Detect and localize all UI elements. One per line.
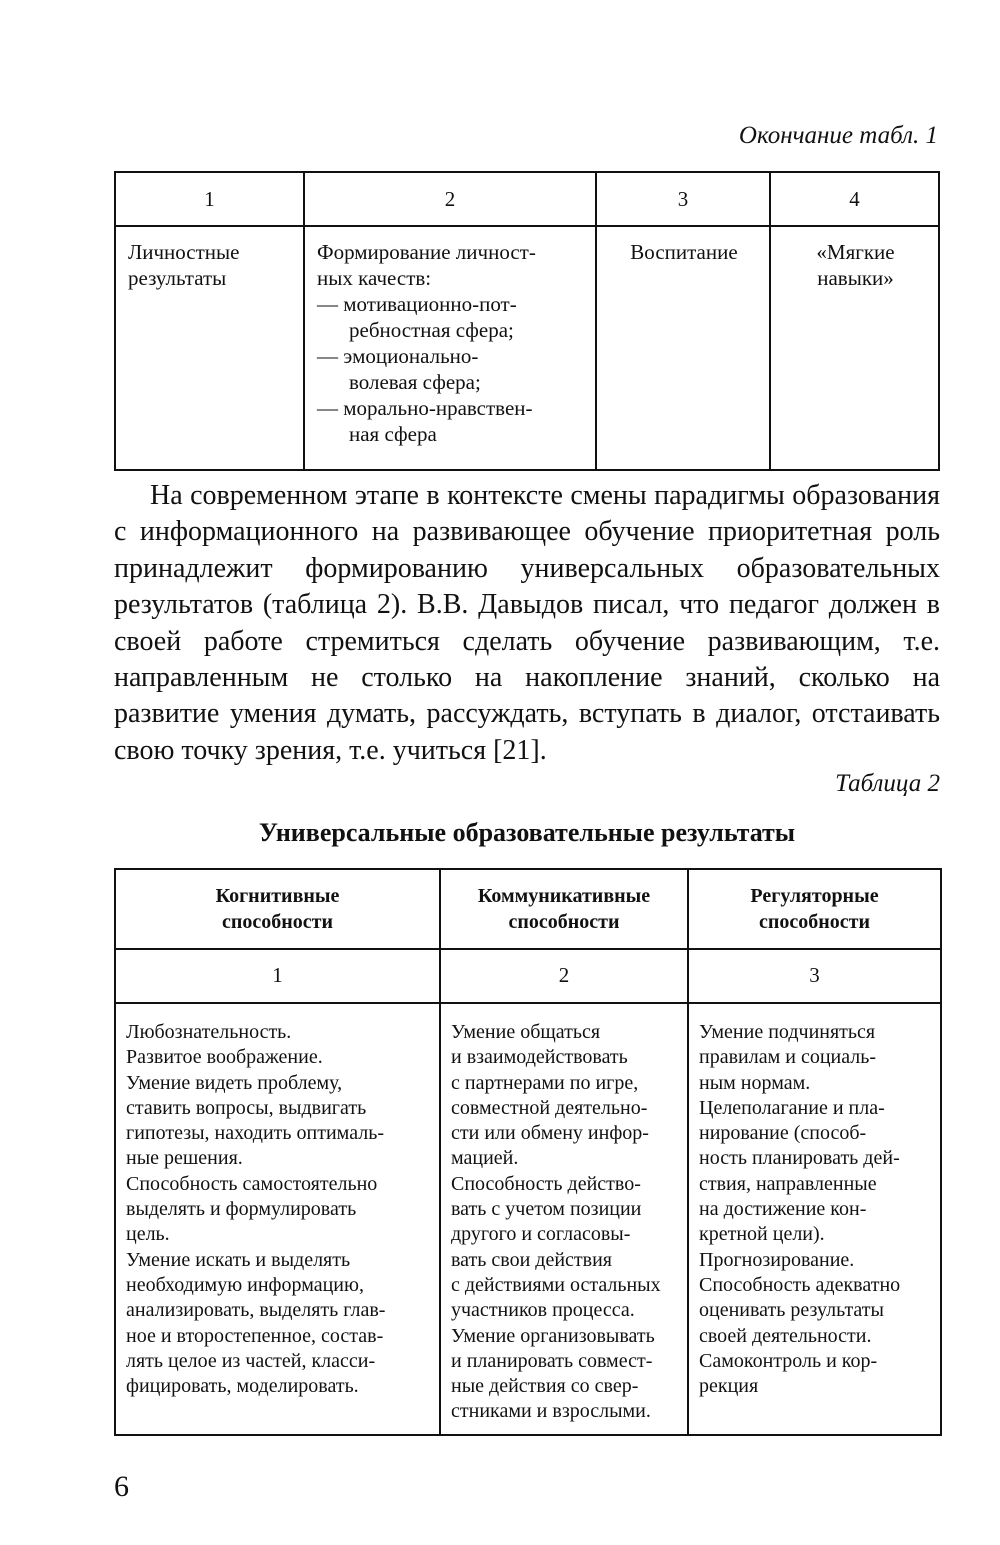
table-row: [115, 1003, 941, 1435]
table-1-col-number: 2: [304, 172, 596, 226]
table-2-title: Универсальные образовательные результаты: [258, 818, 796, 847]
cell-line: ное и второстепенное, состав-: [126, 1324, 384, 1347]
header-line: Коммуникативные: [477, 885, 651, 907]
cell-line: Развитое воображение.: [126, 1046, 323, 1069]
table-1-col-number: 3: [596, 172, 770, 226]
cell-line: рекция: [699, 1375, 759, 1398]
table-2-header-regulatory: [688, 869, 941, 949]
cell-line: анализировать, выделять глав-: [126, 1299, 386, 1322]
cell-line: своей деятельности.: [699, 1324, 872, 1347]
cell-line: мацией.: [451, 1147, 519, 1170]
cell-line: с действиями остальных: [451, 1273, 661, 1296]
header-line: способности: [758, 911, 871, 933]
cell-line: нирование (способ-: [699, 1122, 867, 1145]
cell-line: ствия, направленные: [699, 1172, 877, 1195]
cell-line: Формирование личност-: [317, 240, 536, 264]
cell-line: ребностная сфера;: [349, 318, 514, 342]
cell-line: ставить вопросы, выдвигать: [126, 1096, 367, 1119]
table-1-number-row: [115, 172, 939, 226]
cell-line: правилам и социаль-: [699, 1046, 877, 1069]
cell-line: Умение организовывать: [451, 1324, 655, 1347]
table-1-col-number: 1: [115, 172, 304, 226]
table-1-end: [114, 171, 940, 471]
cell-line: волевая сфера;: [349, 370, 481, 394]
cell-line: Способность действо-: [451, 1172, 641, 1195]
header-line: способности: [508, 911, 620, 933]
table-row: [115, 226, 939, 470]
cell-line: Личностные: [128, 240, 240, 264]
cell-line: вать с учетом позиции: [451, 1198, 642, 1221]
cell-line: Умение общаться: [451, 1021, 601, 1043]
cell-line: другого и согласовы-: [451, 1223, 631, 1246]
cell-line: на достижение кон-: [699, 1198, 867, 1221]
cell-line: Прогнозирование.: [699, 1248, 855, 1271]
table-continuation-caption: Окончание табл. 1: [738, 122, 938, 149]
cell-line: оценивать результаты: [699, 1299, 884, 1322]
table-2-header-row: [115, 869, 941, 949]
header-line: Когнитивные: [215, 885, 340, 907]
cell-line: ные действия со свер-: [451, 1375, 639, 1398]
cell-line: Умение подчиняться: [699, 1021, 876, 1043]
cell-line: гипотезы, находить оптималь-: [126, 1122, 385, 1145]
table-2-header-cognitive: [115, 869, 440, 949]
cell-line: выделять и формулировать: [126, 1198, 357, 1221]
table-2-header-communicative: [440, 869, 688, 949]
header-line: способности: [221, 911, 334, 933]
cell-line: Целеполагание и пла-: [699, 1096, 885, 1119]
list-item: [317, 395, 585, 447]
cell-line: Способность адекватно: [699, 1273, 901, 1296]
table-2-caption: Таблица 2: [835, 770, 940, 797]
table-1-col-number: 4: [770, 172, 939, 226]
cell-line: сти или обмену инфор-: [451, 1122, 649, 1145]
cell-line: ность планировать дей-: [699, 1147, 900, 1170]
table-2: [114, 868, 942, 1436]
cell-line: и взаимодействовать: [451, 1046, 628, 1069]
cell-line: Умение видеть проблему,: [126, 1071, 343, 1094]
cell-line: Самоконтроль и кор-: [699, 1349, 878, 1372]
table-2-col-number: 1: [115, 949, 440, 1003]
cell-line: Способность самостоятельно: [126, 1172, 378, 1195]
cell-line: — эмоционально-: [317, 344, 479, 368]
cell-line: и планировать совмест-: [451, 1349, 653, 1372]
table-2-col-number: 2: [440, 949, 688, 1003]
cell-line: совместной деятельно-: [451, 1096, 648, 1119]
table-2-cell-regulatory: [688, 1003, 941, 1435]
list-item: [317, 291, 585, 343]
table-1-cell-result-type: [115, 226, 304, 470]
page-number: 6: [114, 1470, 129, 1503]
table-2-cell-cognitive: [115, 1003, 440, 1435]
table-1-cell-education: Воспитание: [596, 226, 770, 470]
cell-line: ным нормам.: [699, 1071, 811, 1094]
cell-line: фицировать, моделировать.: [126, 1375, 359, 1398]
body-paragraph: На современном этапе в контексте смены парадигмы образования с информационного на развивающее обучение приоритетная роль принадлежит формированию универсальных образовательных результатов (таблица 2). В.В. Давыдов писал, что педагог должен в своей работе стремиться сделать обучение развивающим, т.е. направленным не столько на накопление знаний, сколько на развитие умения думать, рассуждать, вступать в диалог, отстаивать свою точку зрения, т.е. учиться [21].: [114, 480, 940, 766]
cell-line: участников процесса.: [451, 1299, 635, 1322]
cell-line: ная сфера: [349, 422, 437, 446]
cell-line: — мотивационно-пот-: [317, 292, 517, 316]
cell-line: стниками и взрослыми.: [451, 1400, 651, 1423]
table-2-number-row: [115, 949, 941, 1003]
table-1-cell-soft-skills: «Мягкие навыки»: [770, 226, 939, 470]
cell-line: кретной цели).: [699, 1223, 825, 1246]
cell-line: Любознательность.: [126, 1021, 292, 1043]
cell-line: с партнерами по игре,: [451, 1071, 639, 1094]
cell-line: вать свои действия: [451, 1248, 613, 1271]
cell-line: необходимую информацию,: [126, 1273, 364, 1296]
cell-line: Умение искать и выделять: [126, 1248, 351, 1271]
cell-line: результаты: [128, 266, 227, 290]
table-2-col-number: 3: [688, 949, 941, 1003]
cell-line: — морально-нравствен-: [317, 396, 533, 420]
cell-line: лять целое из частей, класси-: [126, 1349, 376, 1372]
table-1-cell-formation: [304, 226, 596, 470]
cell-line: ных качеств:: [317, 266, 432, 290]
cell-line: цель.: [126, 1223, 170, 1246]
table-2-cell-communicative: [440, 1003, 688, 1435]
header-line: Регуляторные: [750, 885, 879, 907]
list-item: [317, 343, 585, 395]
cell-line: ные решения.: [126, 1147, 243, 1170]
